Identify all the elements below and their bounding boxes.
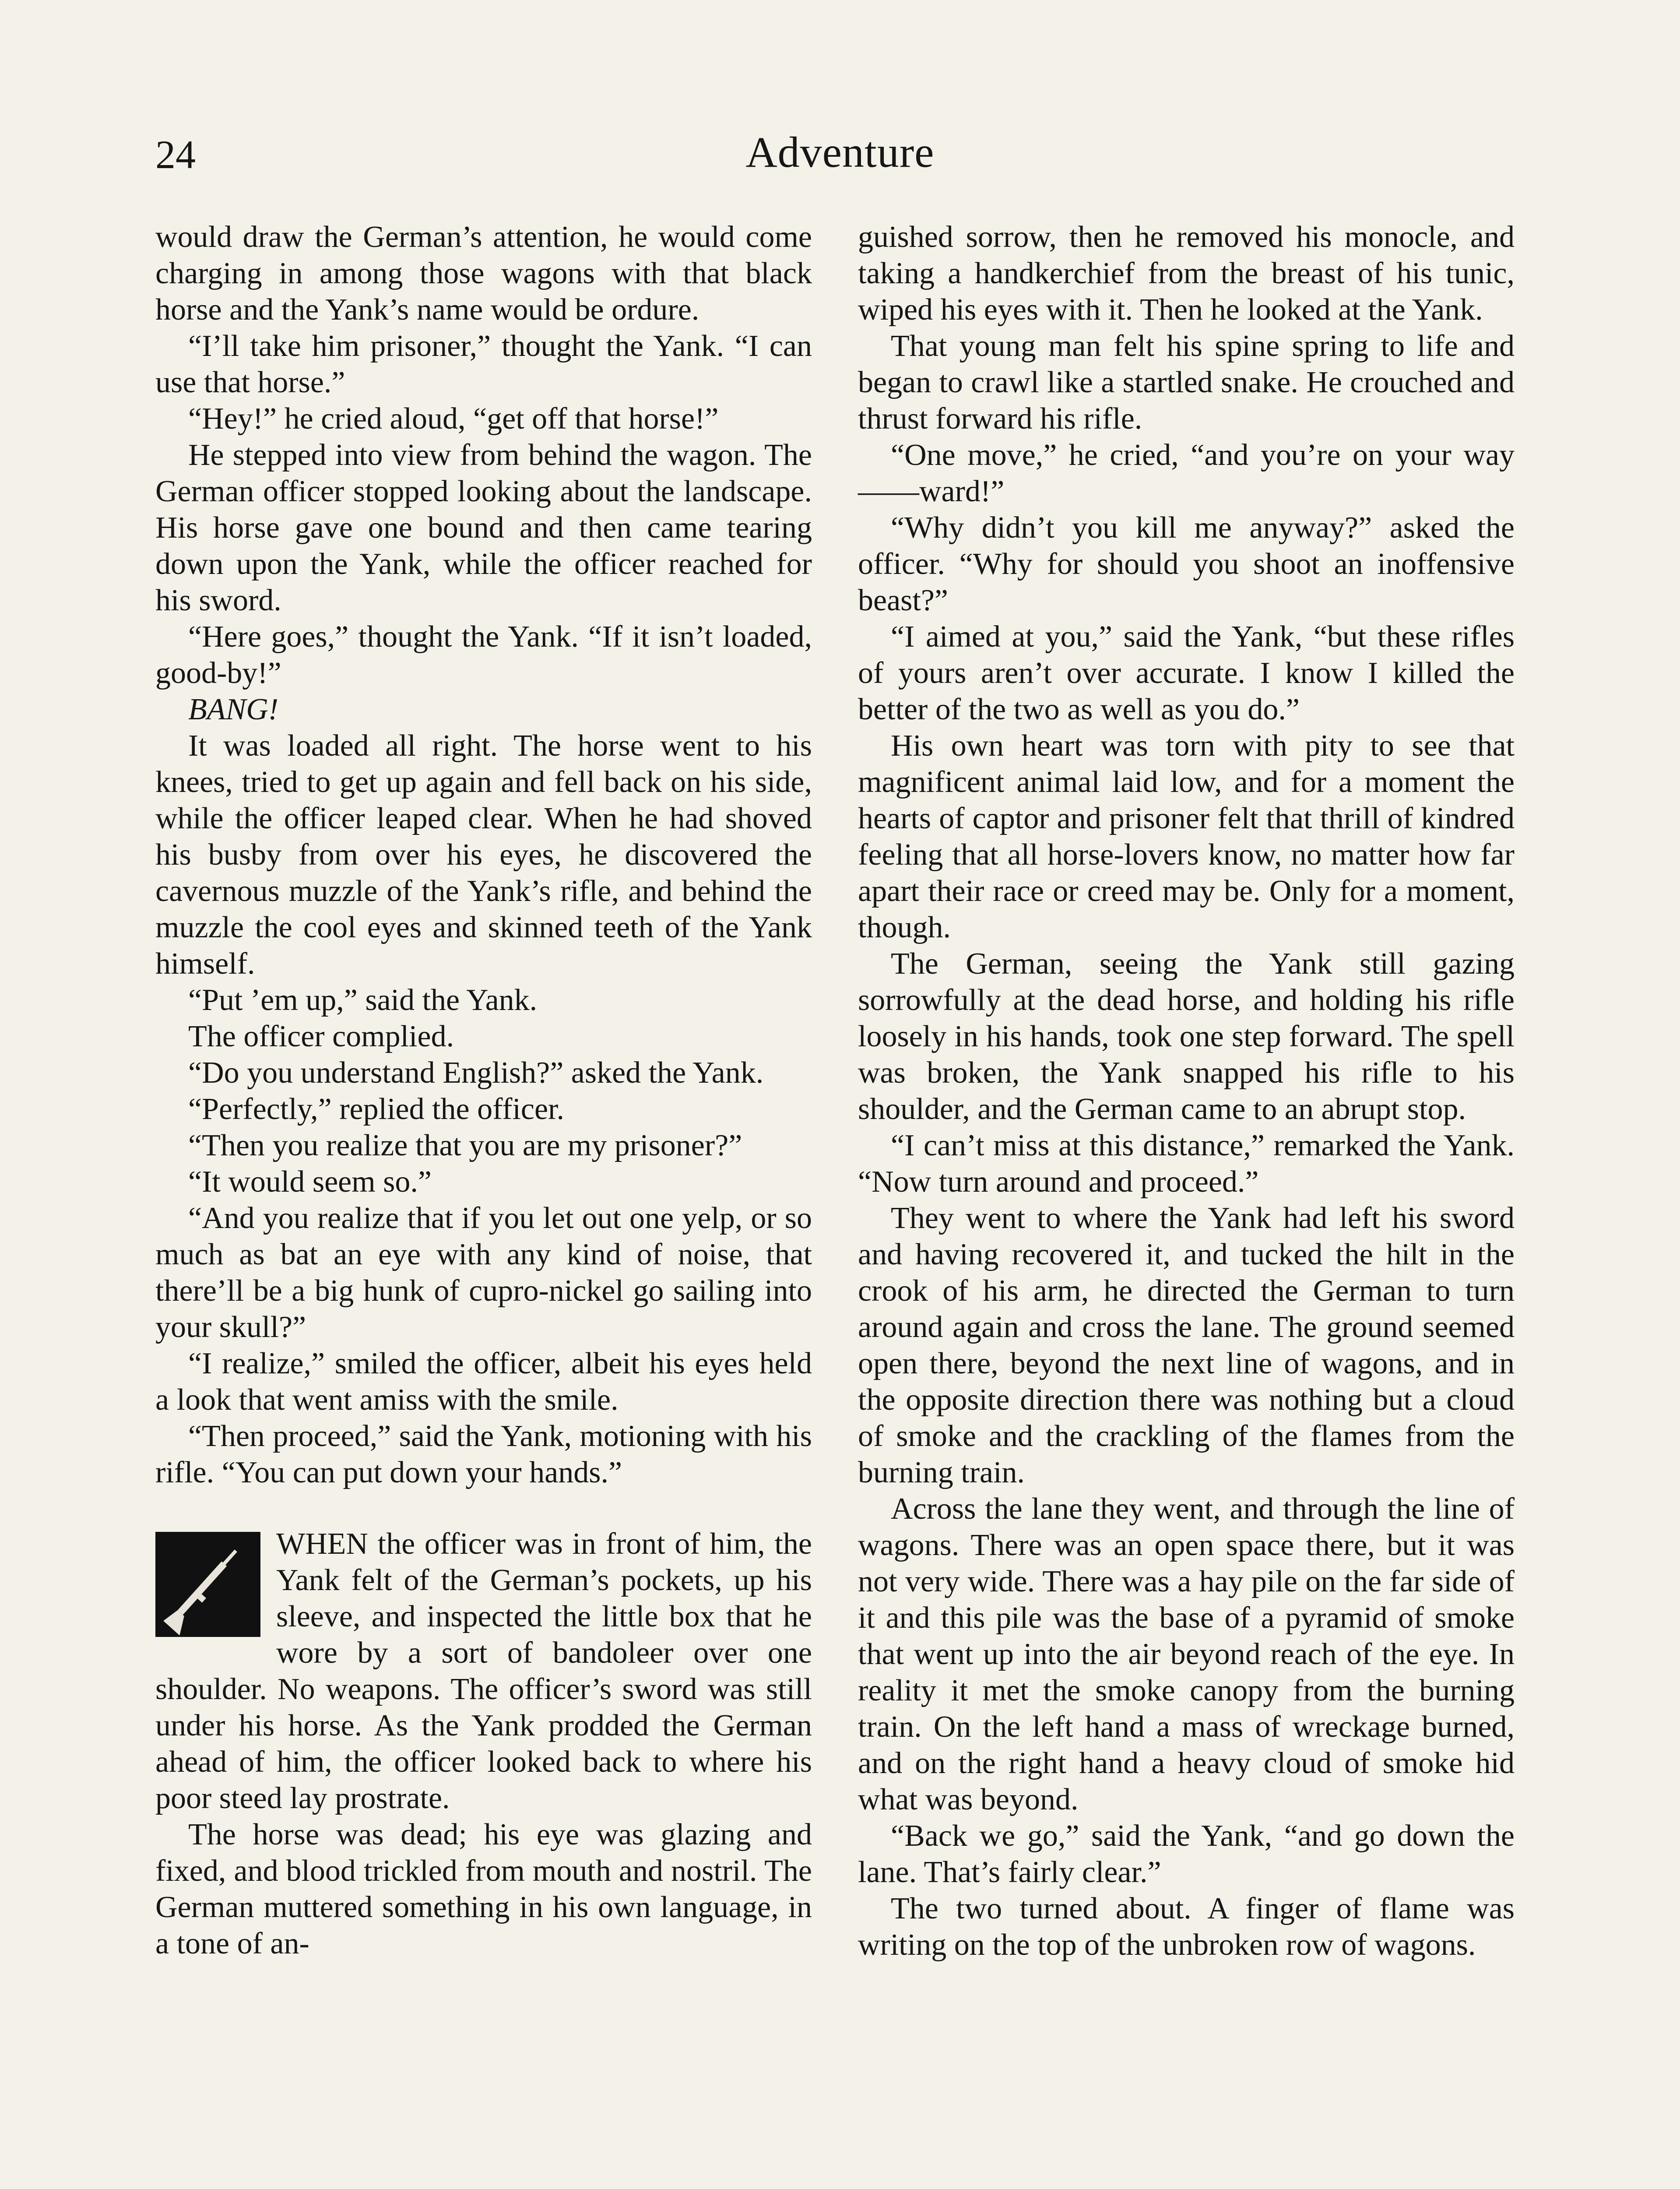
page-number: 24 [155,132,196,177]
right-column [858,219,1515,1963]
paragraph: “I realize,” smiled the officer, albeit his eyes held a look that went amiss with the smile. [155,1347,812,1417]
paragraph: “Why didn’t you kill me anyway?” asked the officer. “Why for should you shoot an inoffensive beast?” [858,511,1515,617]
paragraph: “Do you understand English?” asked the Yank. [188,1056,764,1090]
paragraph: The officer complied. [188,1020,454,1053]
paragraph: The horse was dead; his eye was glazing and fixed, and blood trickled from mouth and nostril. The German muttered something in his own language, in a tone of an- [155,1818,812,1960]
paragraph: “Back we go,” said the Yank, “and go down the lane. That’s fairly clear.” [858,1819,1515,1889]
section-opening-paragraph [155,1526,812,1816]
paragraph: That young man felt his spine spring to life and began to crawl like a startled snake. He crouched and thrust forward his rifle. [858,329,1515,436]
paragraph: The German, seeing the Yank still gazing sorrowfully at the dead horse, and holding his rifle loosely in his hands, took one step forward. The spell was broken, the Yank snapped his rifle to his shoulder, and the German came to an abrupt stop. [858,947,1515,1126]
paragraph: The two turned about. A finger of flame was writing on the top of the unbroken row of wagons. [858,1892,1515,1962]
paragraph: guished sorrow, then he removed his monocle, and taking a handkerchief from the breast of his tunic, wiped his eyes with it. Then he looked at the Yank. [858,220,1515,327]
paragraph-text: WHEN the officer was in front of him, the Yank felt of the German’s pockets, up his sleeve, and inspected the little box that he wore by a sort of bandoleer over one shoulder. No weapons. The officer’s sword was still under his horse. As the Yank prodded the German ahead of him, the officer looked back to where his poor steed lay prostrate. [155,1527,812,1815]
paragraph: “One move,” he cried, “and you’re on your way ——ward!” [858,438,1515,508]
paragraph: “Hey!” he cried aloud, “get off that horse!” [188,402,719,436]
paragraph: would draw the German’s attention, he would come charging in among those wagons with that black horse and the Yank’s name would be ordure. [155,220,812,327]
paragraph: “Then you realize that you are my prisoner?” [188,1129,742,1162]
paragraph: “And you realize that if you let out one yelp, or so much as bat an eye with any kind of noise, that there’ll be a big hunk of cupro-nickel go sailing into your skull?” [155,1201,812,1344]
page-header [155,127,1525,193]
paragraph: It was loaded all right. The horse went to his knees, tried to get up again and fell back on his side, while the officer leaped clear. When he had shoved his busby from over his eyes, he discovered the cavernous muzzle of the Yank’s rifle, and behind the muzzle the cool eyes and skinned teeth of the Yank himself. [155,729,812,981]
paragraph: Across the lane they went, and through the line of wagons. There was an open space there, but it was not very wide. There was a hay pile on the far side of it and this pile was the base of a pyramid of smoke that went up into the air beyond reach of the eye. In reality it met the smoke canopy from the burning train. On the left hand a mass of wreckage burned, and on the right hand a heavy cloud of smoke hid what was beyond. [858,1492,1515,1816]
paragraph: They went to where the Yank had left his sword and having recovered it, and tucked the hilt in the crook of his arm, he directed the German to turn around again and cross the lane. The ground seemed open there, beyond the next line of wagons, and in the opposite direction there was nothing but a cloud of smoke and the crackling of the flames from the burning train. [858,1201,1515,1489]
paragraph: “It would seem so.” [188,1165,432,1199]
paragraph: His own heart was torn with pity to see that magnificent animal laid low, and for a moment the hearts of captor and prisoner felt that thrill of kindred feeling that all horse-lovers know, no matter how far apart their race or creed may be. Only for a moment, though. [858,729,1515,944]
paragraph: “I’ll take him prisoner,” thought the Yank. “I can use that horse.” [155,329,812,399]
running-title: Adventure [745,128,935,176]
rifle-icon [155,1532,260,1637]
left-column [155,219,812,1962]
paragraph: “Put ’em up,” said the Yank. [188,983,538,1017]
paragraph: “Then proceed,” said the Yank, motioning with his rifle. “You can put down your hands.” [155,1419,812,1489]
paragraph: “I aimed at you,” said the Yank, “but these rifles of yours aren’t over accurate. I know I killed the better of the two as well as you do.” [858,620,1515,726]
paragraph: “Here goes,” thought the Yank. “If it isn’t loaded, good-by!” [155,620,812,690]
paragraph: “Perfectly,” replied the officer. [188,1092,565,1126]
paragraph: “I can’t miss at this distance,” remarked the Yank. “Now turn around and proceed.” [858,1129,1515,1199]
paragraph-bang: BANG! [188,693,279,726]
paragraph: He stepped into view from behind the wagon. The German officer stopped looking about the landscape. His horse gave one bound and then came tearing down upon the Yank, while the officer reached for his sword. [155,438,812,617]
